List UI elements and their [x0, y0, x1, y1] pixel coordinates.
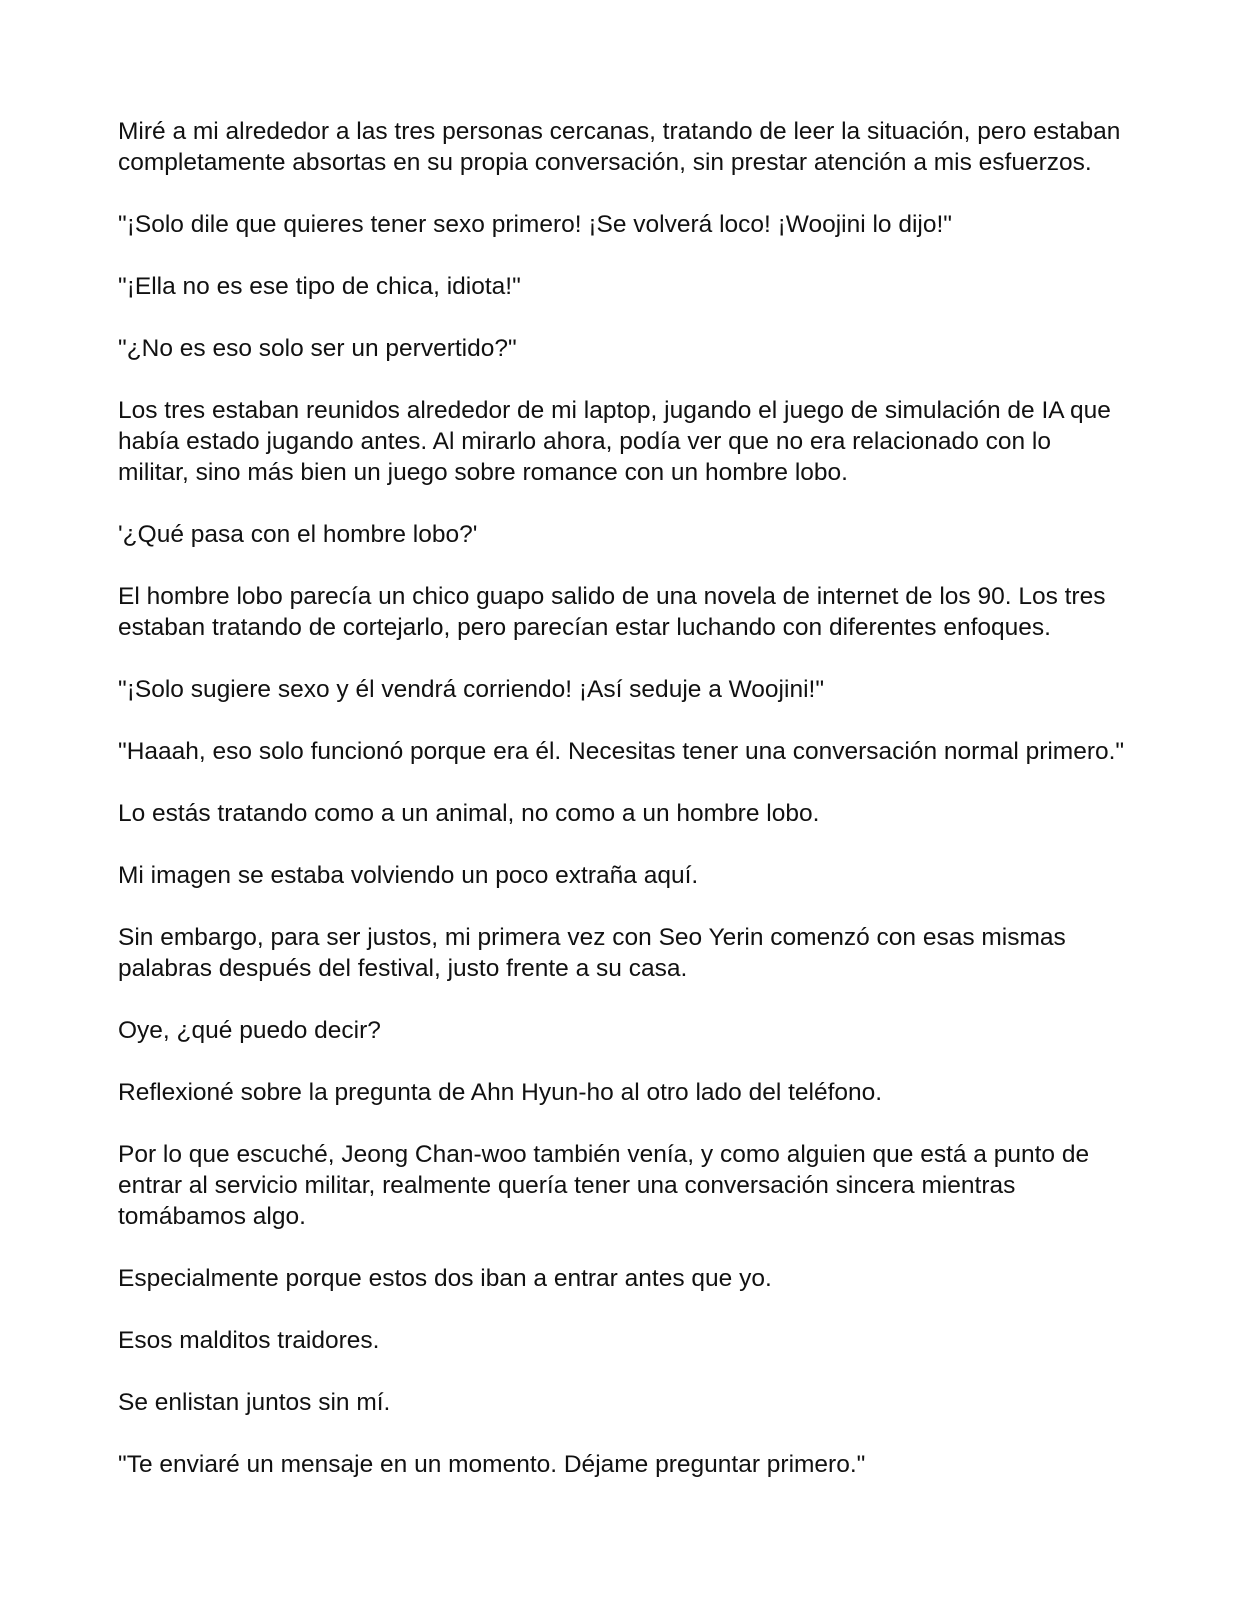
paragraph: Los tres estaban reunidos alrededor de mi laptop, jugando el juego de simulación de IA que había estado jugando antes. Al mirarlo ahora, podía ver que no era relacionado con lo militar, sino más bien un juego sobre romance con un hombre lobo.	[118, 397, 1111, 486]
paragraph: Oye, ¿qué puedo decir?	[118, 1017, 381, 1044]
paragraph: Lo estás tratando como a un animal, no como a un hombre lobo.	[118, 800, 820, 827]
paragraph: Se enlistan juntos sin mí.	[118, 1389, 391, 1416]
paragraph: Especialmente porque estos dos iban a entrar antes que yo.	[118, 1265, 772, 1292]
paragraph: Por lo que escuché, Jeong Chan-woo también venía, y como alguien que está a punto de entrar al servicio militar, realmente quería tener una conversación sincera mientras tomábamos algo.	[118, 1141, 1090, 1230]
paragraph: Miré a mi alrededor a las tres personas cercanas, tratando de leer la situación, pero estaban completamente absortas en su propia conversación, sin prestar atención a mis esfuerzos.	[118, 118, 1121, 176]
paragraph: '¿Qué pasa con el hombre lobo?'	[118, 521, 478, 548]
paragraph: Sin embargo, para ser justos, mi primera vez con Seo Yerin comenzó con esas mismas palabras después del festival, justo frente a su casa.	[118, 924, 1066, 982]
paragraph: "Haaah, eso solo funcionó porque era él. Necesitas tener una conversación normal primero."	[118, 738, 1125, 765]
paragraph: El hombre lobo parecía un chico guapo salido de una novela de internet de los 90. Los tres estaban tratando de cortejarlo, pero parecían estar luchando con diferentes enfoques.	[118, 583, 1106, 641]
paragraph: "¡Solo sugiere sexo y él vendrá corriendo! ¡Así seduje a Woojini!"	[118, 676, 825, 703]
paragraph: "¡Solo dile que quieres tener sexo primero! ¡Se volverá loco! ¡Woojini lo dijo!"	[118, 211, 953, 238]
text-column	[118, 116, 1128, 1480]
paragraph: "¿No es eso solo ser un pervertido?"	[118, 335, 517, 362]
paragraph: "Te enviaré un mensaje en un momento. Déjame preguntar primero."	[118, 1451, 866, 1478]
paragraph: Esos malditos traidores.	[118, 1327, 380, 1354]
paragraph: Reflexioné sobre la pregunta de Ahn Hyun-ho al otro lado del teléfono.	[118, 1079, 883, 1106]
paragraph: Mi imagen se estaba volviendo un poco extraña aquí.	[118, 862, 699, 889]
paragraph: "¡Ella no es ese tipo de chica, idiota!"	[118, 273, 521, 300]
